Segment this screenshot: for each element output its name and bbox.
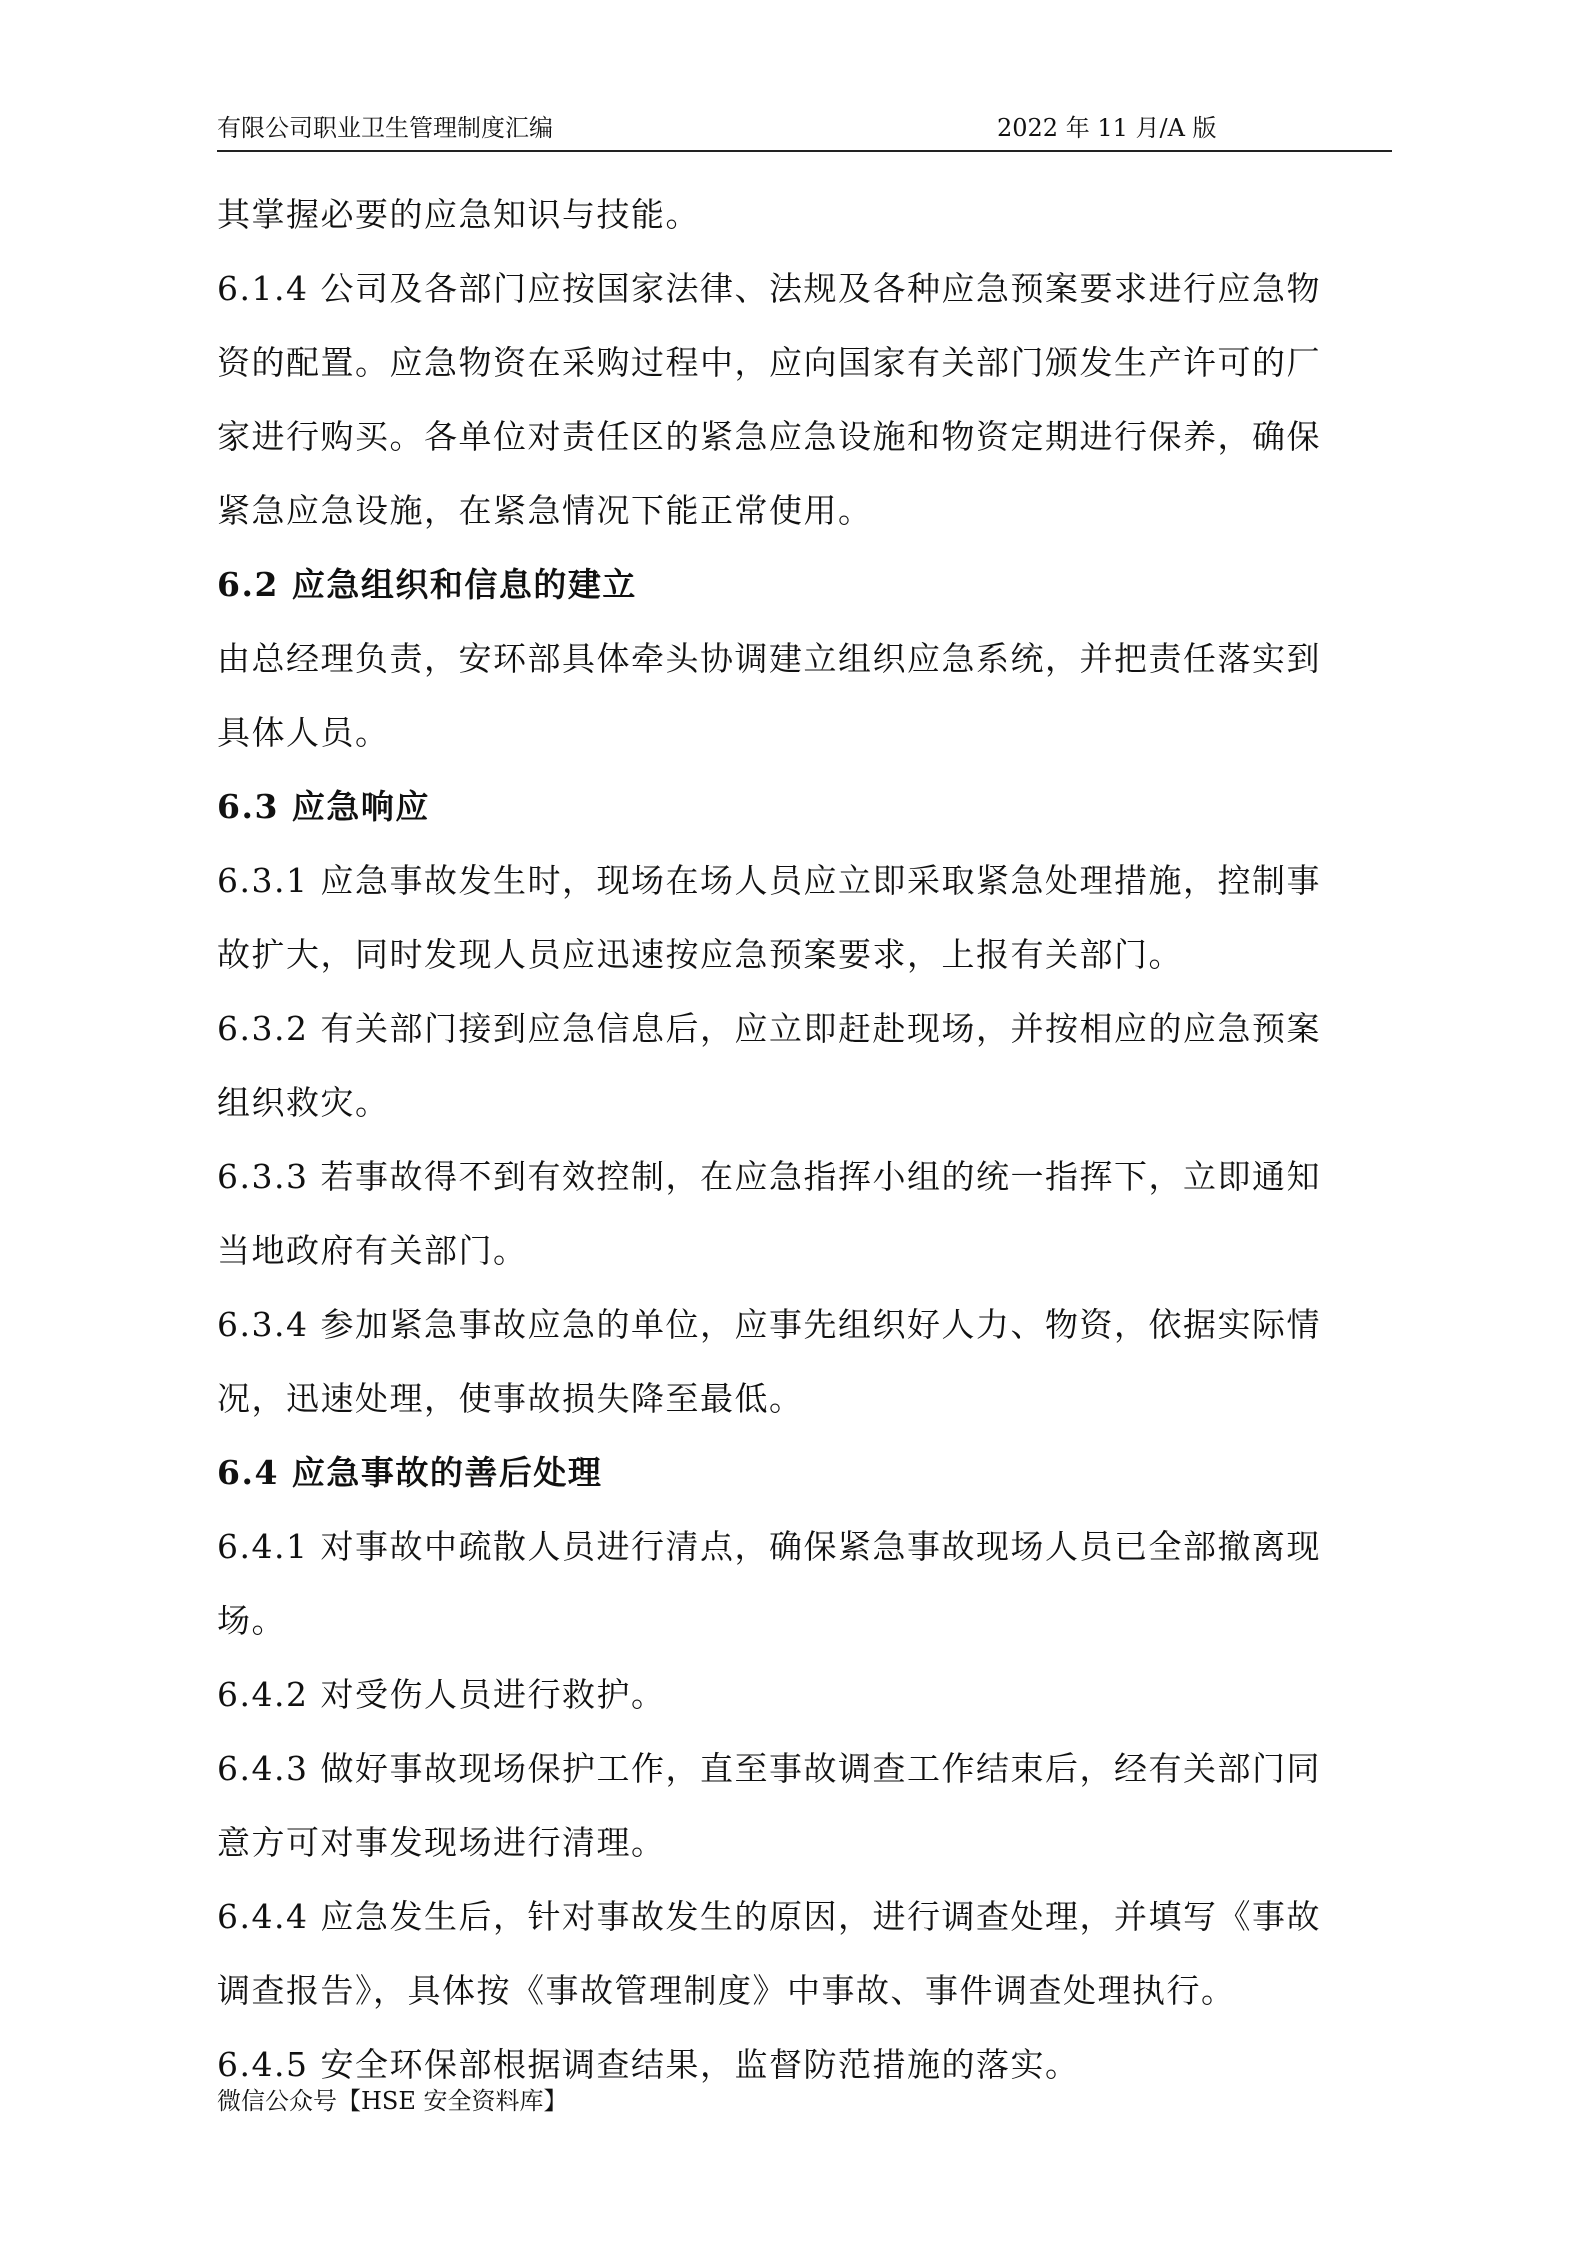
body-text-line: 由总经理负责，安环部具体牵头协调建立组织应急系统，并把责任落实到 — [217, 639, 1321, 678]
body-text-line: 6.3.2 有关部门接到应急信息后，应立即赶赴现场，并按相应的应急预案 — [217, 1009, 1321, 1048]
body-text-line: 6.4.1 对事故中疏散人员进行清点，确保紧急事故现场人员已全部撤离现 — [217, 1527, 1321, 1566]
body-text-line: 6.4.2 对受伤人员进行救护。 — [217, 1675, 666, 1714]
body-text-line: 6.3.4 参加紧急事故应急的单位，应事先组织好人力、物资，依据实际情 — [217, 1305, 1321, 1344]
document-version: 2022 年 11 月/A 版 — [997, 114, 1217, 142]
body-text-line: 6.4.4 应急发生后，针对事故发生的原因，进行调查处理，并填写《事故 — [217, 1897, 1321, 1936]
body-text-line: 家进行购买。各单位对责任区的紧急应急设施和物资定期进行保养，确保 — [217, 417, 1321, 456]
section-heading: 6.4 应急事故的善后处理 — [217, 1453, 603, 1492]
body-text-line: 调查报告》，具体按《事故管理制度》中事故、事件调查处理执行。 — [217, 1971, 1236, 2010]
body-text-line: 资的配置。应急物资在采购过程中，应向国家有关部门颁发生产许可的厂 — [217, 343, 1321, 382]
document-title: 有限公司职业卫生管理制度汇编 — [217, 114, 553, 142]
page-footer: 微信公众号【HSE 安全资料库】 — [217, 2087, 568, 2115]
body-text-line: 场。 — [217, 1601, 286, 1640]
body-text-line: 具体人员。 — [217, 713, 390, 752]
body-text-line: 意方可对事发现场进行清理。 — [217, 1823, 666, 1862]
body-text-line: 当地政府有关部门。 — [217, 1231, 528, 1270]
page-header — [217, 110, 1392, 152]
body-text-line: 其掌握必要的应急知识与技能。 — [217, 195, 700, 234]
body-text-line: 6.1.4 公司及各部门应按国家法律、法规及各种应急预案要求进行应急物 — [217, 269, 1321, 308]
body-text-line: 6.3.3 若事故得不到有效控制，在应急指挥小组的统一指挥下，立即通知 — [217, 1157, 1321, 1196]
section-heading: 6.3 应急响应 — [217, 787, 430, 826]
document-body — [217, 178, 1392, 2102]
section-heading: 6.2 应急组织和信息的建立 — [217, 565, 637, 604]
body-text-line: 故扩大，同时发现人员应迅速按应急预案要求，上报有关部门。 — [217, 935, 1183, 974]
body-text-line: 紧急应急设施，在紧急情况下能正常使用。 — [217, 491, 873, 530]
body-text-line: 6.4.3 做好事故现场保护工作，直至事故调查工作结束后，经有关部门同 — [217, 1749, 1321, 1788]
body-text-line: 6.3.1 应急事故发生时，现场在场人员应立即采取紧急处理措施，控制事 — [217, 861, 1321, 900]
body-text-line: 况，迅速处理，使事故损失降至最低。 — [217, 1379, 804, 1418]
body-text-line: 组织救灾。 — [217, 1083, 390, 1122]
body-text-line: 6.4.5 安全环保部根据调查结果，监督防范措施的落实。 — [217, 2045, 1080, 2084]
